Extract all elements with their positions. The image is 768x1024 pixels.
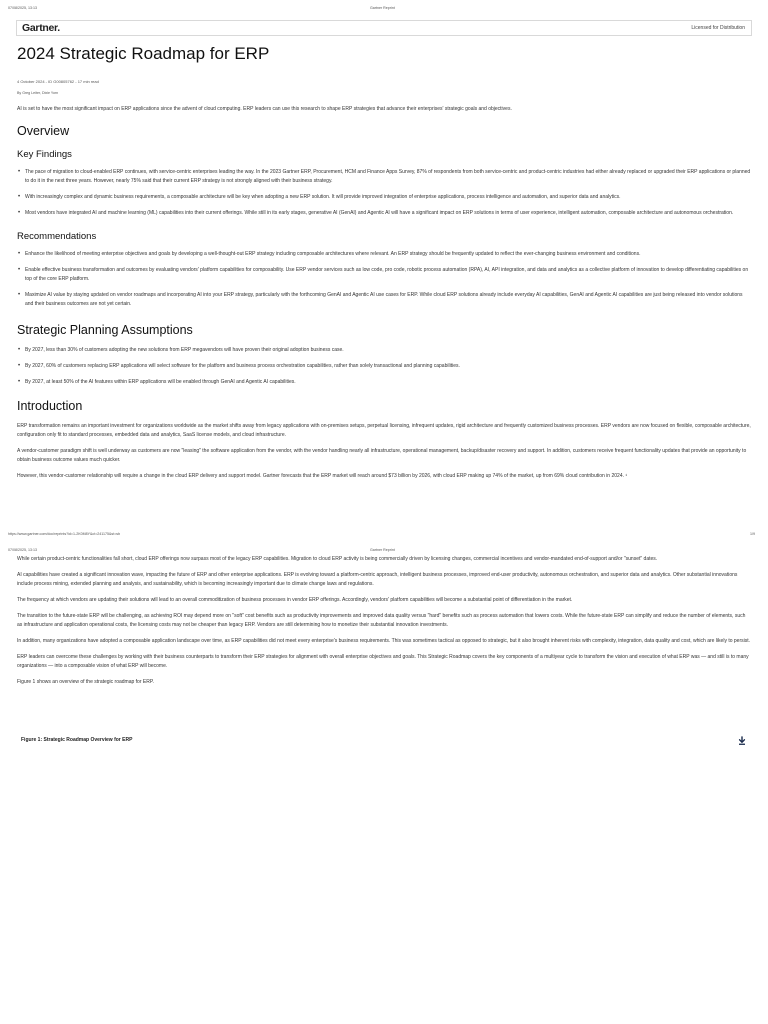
download-icon[interactable]: [737, 736, 747, 746]
intro-paragraph-5: AI capabilities have created a significant innovation wave, impacting the future of ERP and other enterprise applications. ERP is evolving toward a platform-centric approach, intelligent business processes, improved end-user productivity, autonomous orchestration, and superior data and analytics. Other substantial innovations include process mining, extended planning and analysis, and sustainability, which is becoming increasingly important due to climate change laws and regulations.: [17, 572, 738, 587]
figure-header: [17, 736, 751, 746]
overview-heading: Overview: [17, 124, 70, 138]
print-page-number: 1/9: [750, 532, 755, 536]
document-byline[interactable]: By Greg Leiter, Dixie Yorn: [17, 91, 59, 95]
license-label: Licensed for Distribution: [691, 25, 745, 31]
document-page-2: [17, 555, 751, 687]
list-item: • By 2027, at least 50% of the AI features within ERP applications will be enabled through GenAI and Agentic AI capabilities.: [18, 379, 296, 385]
intro-paragraph-10: Figure 1 shows an overview of the strategic roadmap for ERP.: [17, 679, 154, 685]
list-item: • The pace of migration to cloud-enabled ERP continues, with service-centric enterprises leading the way. In the 2023 Gartner ERP, Procurement, HCM and Finance Apps Survey, 87% of respondents from both service-centric and product-centric industries had either already replaced or upgraded their ERP applications or planned to do it in the next three years. However, nearly 75% said that their current ERP strategy is not strongly aligned with their business strategy.: [18, 169, 751, 184]
list-item: • By 2027, less than 30% of customers adopting the new solutions from ERP megavendors will have proven their original adoption business case.: [18, 347, 344, 353]
list-item: • Most vendors have integrated AI and machine learning (ML) capabilities into their current offerings. While still in its early stages, generative AI (GenAI) and Agentic AI will have a significant impact on ERP solutions in terms of user experience, intelligent automation, composable architecture and autonomous orchestration.: [18, 210, 734, 216]
recommendations-heading: Recommendations: [17, 231, 97, 242]
recommendations-list: [17, 250, 751, 309]
print-date-page-2: 07/08/2025, 13:13: [8, 548, 37, 552]
gartner-logo[interactable]: Gartner.: [22, 22, 60, 34]
print-title-page-2: Gartner Reprint: [370, 548, 395, 552]
gartner-header-bar: [16, 20, 752, 36]
document-meta: 4 October 2024 - ID G00805762 - 17 min read: [17, 79, 99, 84]
intro-paragraph-4: While certain product-centric functionalities fall short, cloud ERP offerings now surpass most of the legacy ERP capabilities. Migration to cloud ERP activity is being commercially driven by licensing changes, commercial incentives and vendor-mandated end-of-support and/or "sunset" dates.: [17, 556, 658, 562]
print-title: Gartner Reprint: [370, 6, 395, 10]
list-item: • Maximize AI value by staying updated on vendor roadmaps and incorporating AI into your ERP strategy, particularly with the forthcoming GenAI and Agentic AI use cases for ERP. While cloud ERP solutions already include everyday AI capabilities, GenAI and Agentic AI capabilities are just being released into vendor solutions and their business outcomes are not yet certain.: [18, 292, 743, 307]
document-page-1: [17, 44, 751, 481]
intro-paragraph-6: The frequency at which vendors are updating their solutions will lead to an overall commoditization of business processes in vendor ERP offerings. Accordingly, vendors' platform capabilities will become a substantial point of differentiation in the market.: [17, 597, 573, 603]
summary-paragraph: AI is set to have the most significant impact on ERP applications since the advent of cloud computing. ERP leaders can use this research to shape ERP strategies that advance their enterprises' strategic goals and objectives.: [17, 106, 512, 112]
intro-paragraph-7: The transition to the future-state ERP will be challenging, as achieving ROI may depend more on "soft" cost benefits such as productivity improvements and improved data quality versus "hard" benefits such as process automation that lowers costs. While the future-state ERP can simplify and reduce the number of elements, such as infrastructure and application operational costs, the licensing costs may not be cheaper than legacy ERP. Vendors are still determining how to monetize their substantial innovation investments.: [17, 613, 746, 628]
list-item: • With increasingly complex and dynamic business requirements, a composable architecture will be key when adopting a new ERP solution. It will provide improved integration of enterprise applications, process intelligence and automation, and superior data and analytics.: [18, 194, 621, 200]
intro-paragraph-3: However, this vendor-customer relationship will require a change in the cloud ERP delivery and support model. Gartner forecasts that the ERP market will reach around $73 billion by 2026, with cloud ERP making up 74% of the market, up from 69% cloud contribution in 2024. ¹: [17, 473, 628, 479]
print-date: 07/08/2025, 13:13: [8, 6, 37, 10]
list-item: • Enable effective business transformation and outcomes by evaluating vendors' platform capabilities for composability. Use ERP vendor services such as low code, pro code, robotic process automation (RPA), AI, API integration, and data and analytics as a collective platform of innovation to develop differentiating capabilities on top of the core ERP platform.: [18, 267, 749, 282]
figure-title: Figure 1: Strategic Roadmap Overview for ERP: [21, 737, 133, 743]
intro-paragraph-9: ERP leaders can overcome these challenges by working with their business counterparts to transform their ERP strategies for alignment with overall enterprise objectives and goals. This Strategic Roadmap covers the key components of a multiyear cycle to transform the vision and execution of what ERP was — and still is to many organizations — into a composable vision of what ERP will become.: [17, 654, 749, 669]
document-title: 2024 Strategic Roadmap for ERP: [17, 44, 270, 63]
spa-heading: Strategic Planning Assumptions: [17, 323, 193, 337]
intro-paragraph-1: ERP transformation remains an important investment for organizations worldwide as the market shifts away from legacy applications with on-premises setups, perpetual licensing, infrequent updates, rigid architecture and frequently customized business processes. ERP vendors are now focused on flexible, composable architecture, configuration only fit to standard processes, embedded data and analytics, SaaS license models, and cloud infrastructure.: [17, 423, 751, 438]
list-item: • Enhance the likelihood of meeting enterprise objectives and goals by developing a well-thought-out ERP strategy including composable architectures where relevant. An ERP strategy should be frequently updated to reflect the ever-changing business environment and conditions.: [18, 251, 641, 257]
print-url: https://www.gartner.com/doc/reprints?id=1-2K0M8Y&ct=241175&st=sb: [8, 532, 121, 536]
intro-paragraph-8: In addition, many organizations have adopted a composable application landscape over time, as ERP capabilities did not meet every enterprise's business requirements. This was sometimes tactical as opposed to strategic, but it also brought inherent risks with complexity, integration, data quality and cost, which are likely to persist.: [17, 638, 751, 644]
intro-paragraph-2: A vendor-customer paradigm shift is well underway as customers are now "leasing" the software application from the vendor, with the vendor handling nearly all infrastructure, operational management, backup/disaster recovery and support. In addition, customers receive frequent functionality updates that provide an opportunity to obtain business outcome values much quicker.: [17, 448, 747, 463]
key-findings-heading: Key Findings: [17, 149, 72, 160]
introduction-heading: Introduction: [17, 399, 83, 413]
key-findings-list: [17, 168, 751, 218]
spa-list: [17, 346, 751, 387]
list-item: • By 2027, 60% of customers replacing ERP applications will select software for the platform and business process orchestration capabilities, rather than solely transactional and planning capabilities.: [18, 363, 460, 369]
